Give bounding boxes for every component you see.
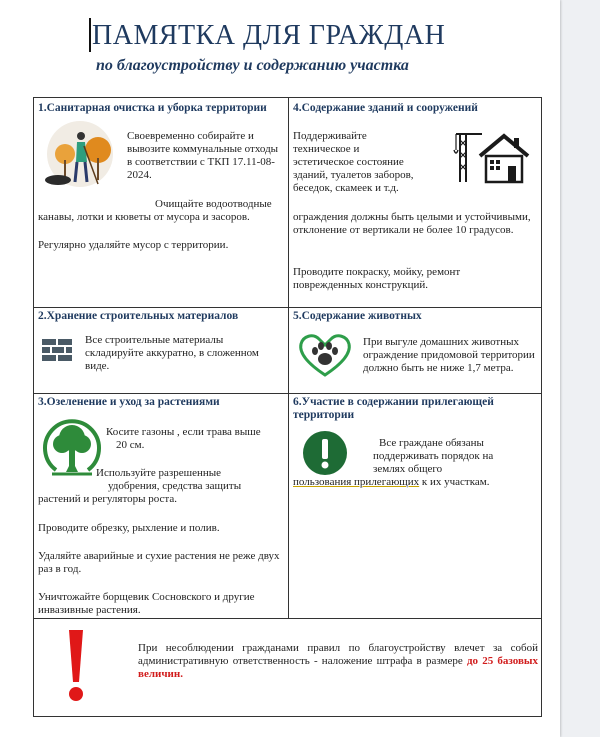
footer-main-text: При несоблюдении гражданами правил по благоустройству влечет за собой административную ответственность - наложение штрафа в размере [138, 642, 538, 667]
section-1-text-2b: канавы, лотки и кюветы от мусора и засоров. [38, 211, 250, 223]
section-3-text-2c: растений и регуляторы роста. [38, 493, 177, 505]
info-table [33, 97, 542, 717]
footer-text [138, 642, 538, 681]
row-divider-1 [34, 307, 541, 308]
section-3-text-1a: Косите газоны , если трава выше [106, 426, 261, 438]
section-3-heading: 3.Озеленение и уход за растениями [38, 396, 220, 408]
section-3-text-2a: Используйте разрешенные [96, 467, 222, 479]
bricks-icon [42, 339, 74, 367]
section-4-text-1b: техническое и [293, 143, 360, 155]
section-4-text-1d: зданий, туалетов заборов, [293, 169, 414, 181]
section-2-heading: 2.Хранение строительных материалов [38, 310, 239, 322]
cleaning-worker-icon [40, 120, 118, 192]
section-6-heading: 6.Участие в содержании прилегающей территории [293, 396, 494, 421]
row-divider-3 [34, 618, 541, 619]
section-4-text-1c: эстетическое состояние [293, 156, 404, 168]
section-1-text-2a: Очищайте водоотводные [155, 198, 272, 210]
section-4-text-2: ограждения должны быть целыми и устойчивыми, отклонение от вертикали не более 10 градусов. [293, 211, 531, 236]
section-1-text-1: Своевременно собирайте и вывозите коммунальные отходы в соответствии с ТКП 17.11-08-2024. [127, 130, 279, 181]
section-6-text-1b: поддерживать порядок на [373, 450, 494, 462]
house-crane-icon [452, 128, 534, 184]
section-3-text-2b: удобрения, средства защиты [108, 480, 242, 492]
section-6-text-tail: к их участкам. [419, 476, 490, 488]
section-4-text-1e: беседок, скамеек и т.д. [293, 182, 399, 194]
page-subtitle: по благоустройству и содержанию участка [96, 57, 409, 74]
section-3-text-4: Удаляйте аварийные и сухие растения не реже двух раз в год. [38, 550, 280, 575]
paw-heart-icon [297, 333, 353, 377]
section-4-heading: 4.Содержание зданий и сооружений [293, 102, 478, 114]
section-6-text-1c: землях общего [373, 463, 443, 475]
section-5-text-1: При выгуле домашних животных ограждение придомовой территории должно быть не ниже 1,7 метра. [363, 336, 535, 374]
row-divider-2 [34, 393, 541, 394]
section-6-text-1a: Все граждане обязаны [379, 437, 484, 449]
footer-highlight: до 25 базовых величин. [138, 655, 538, 680]
section-3-text-3: Проводите обрезку, рыхление и полив. [38, 522, 220, 534]
tree-icon [42, 416, 102, 478]
section-2-text-1: Все строительные материалы складируйте аккуратно, в сложенном виде. [85, 334, 259, 372]
section-4-text-3: Проводите покраску, мойку, ремонт поврежденных конструкций. [293, 266, 461, 291]
column-divider [288, 98, 289, 618]
section-6-underlined: пользования прилегающих [293, 476, 420, 488]
exclamation-icon [66, 628, 86, 704]
section-3-text-1b: 20 см. [116, 439, 145, 451]
warning-circle-icon [302, 430, 348, 476]
section-6-text-1d [293, 476, 541, 489]
section-4-text-1a: Поддерживайте [293, 130, 367, 142]
section-5-heading: 5.Содержание животных [293, 310, 422, 322]
section-3-text-5: Уничтожайте борщевик Сосновского и другие инвазивные растения. [38, 591, 255, 616]
text-cursor [89, 18, 91, 52]
page-title: ПАМЯТКА ДЛЯ ГРАЖДАН [92, 20, 446, 51]
section-1-heading: 1.Санитарная очистка и уборка территории [38, 102, 267, 114]
section-1-text-3: Регулярно удаляйте мусор с территории. [38, 239, 229, 251]
